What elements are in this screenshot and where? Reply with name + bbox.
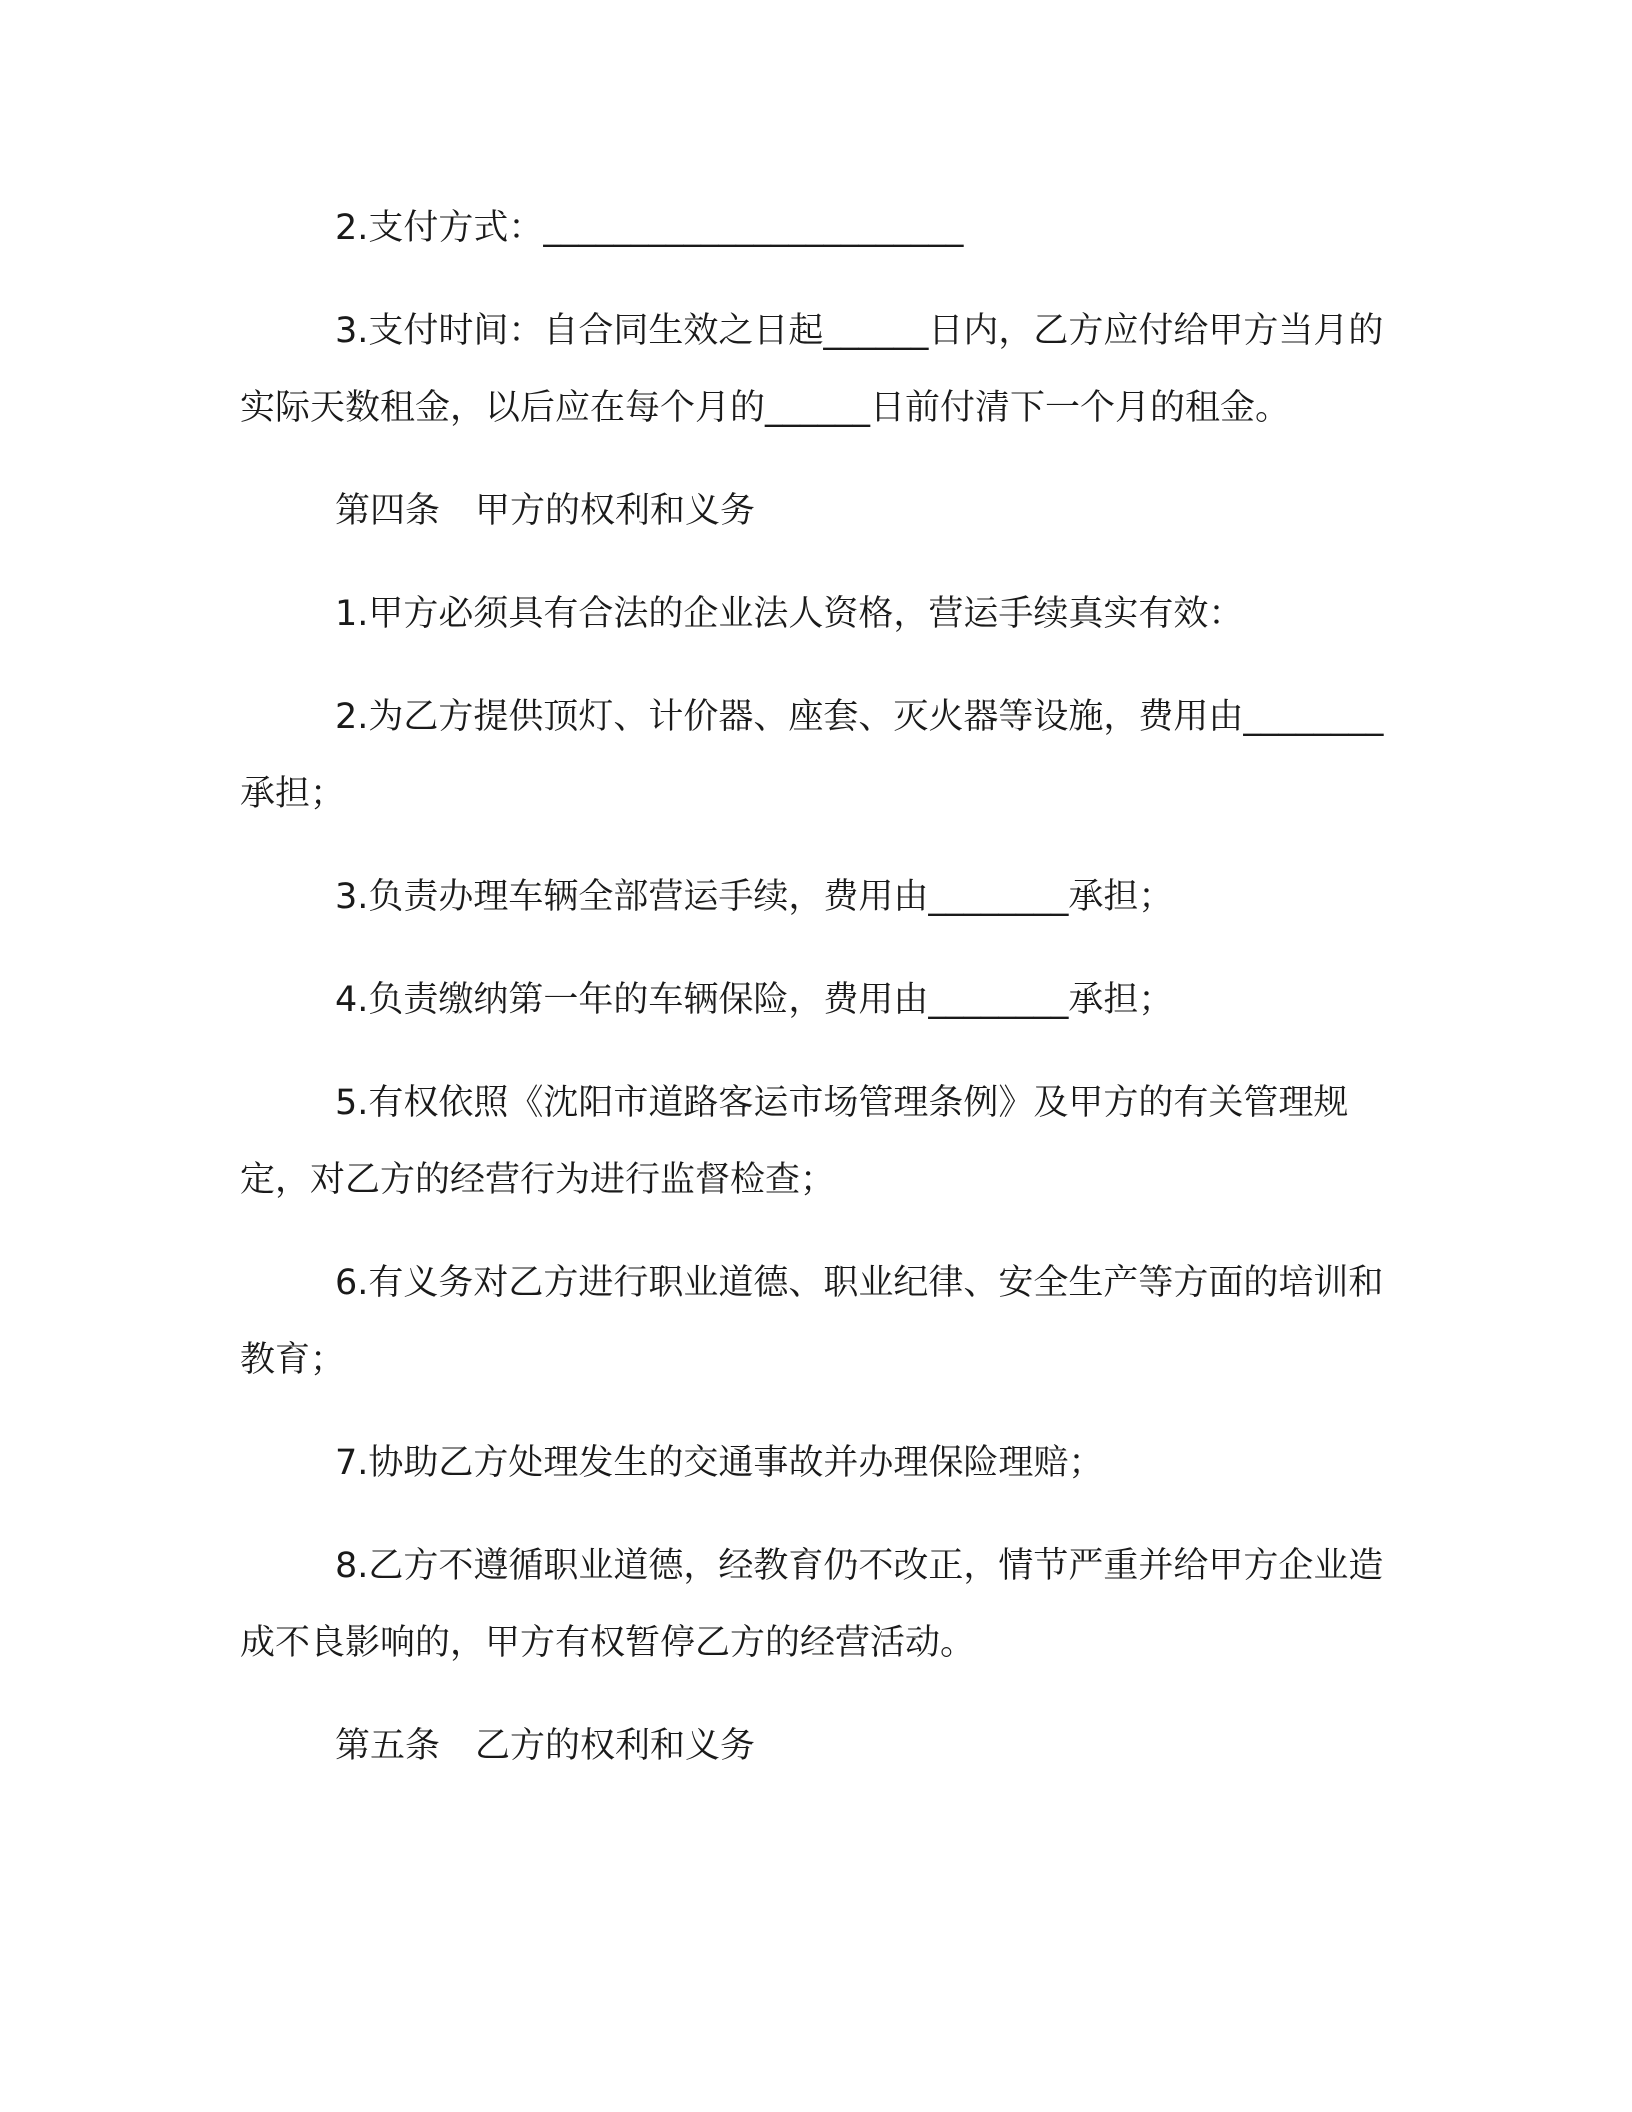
article-4-item-8: 8.乙方不遵循职业道德，经教育仍不改正，情节严重并给甲方企业造成不良影响的，甲方有权暂停乙方的经营活动。 bbox=[240, 1546, 1384, 1663]
article-4-item-2: 2.为乙方提供顶灯、计价器、座套、灭火器等设施，费用由________承担； bbox=[240, 697, 1384, 814]
payment-method-clause: 2.支付方式：________________________ bbox=[335, 208, 964, 248]
document-body bbox=[240, 190, 1386, 1811]
article-4-item-1: 1.甲方必须具有合法的企业法人资格，营运手续真实有效： bbox=[335, 594, 1244, 634]
payment-time-clause: 3.支付时间：自合同生效之日起______日内，乙方应付给甲方当月的实际天数租金，以后应在每个月的______日前付清下一个月的租金。 bbox=[240, 311, 1384, 428]
article-5-heading: 第五条 乙方的权利和义务 bbox=[335, 1726, 756, 1766]
article-4-item-3: 3.负责办理车辆全部营运手续，费用由________承担； bbox=[335, 877, 1174, 917]
article-4-heading: 第四条 甲方的权利和义务 bbox=[335, 491, 756, 531]
article-4-item-7: 7.协助乙方处理发生的交通事故并办理保险理赔； bbox=[335, 1443, 1104, 1483]
article-4-item-5: 5.有权依照《沈阳市道路客运市场管理条例》及甲方的有关管理规定，对乙方的经营行为进行监督检查； bbox=[240, 1083, 1349, 1200]
article-4-item-6: 6.有义务对乙方进行职业道德、职业纪律、安全生产等方面的培训和教育； bbox=[240, 1263, 1384, 1380]
article-4-item-4: 4.负责缴纳第一年的车辆保险，费用由________承担； bbox=[335, 980, 1174, 1020]
